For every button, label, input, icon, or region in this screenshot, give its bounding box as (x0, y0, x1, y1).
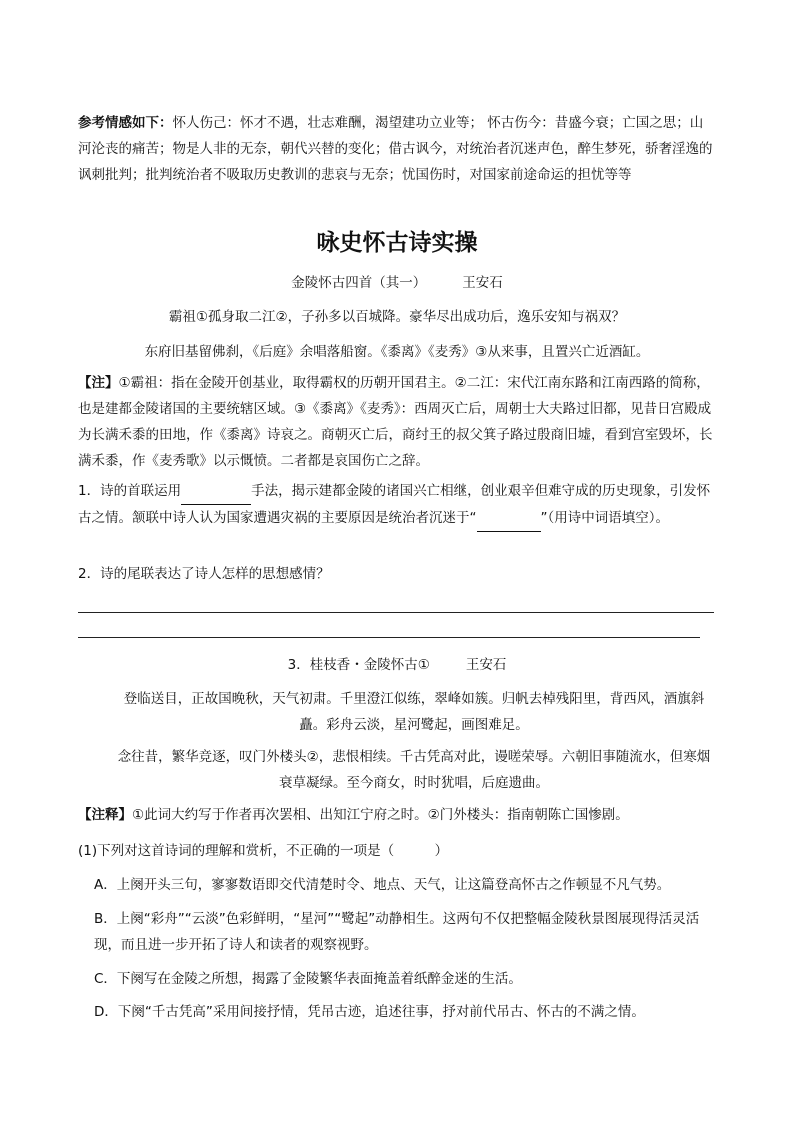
question-3-stem: (1)下列对这首诗词的理解和赏析，不正确的一项是（ ） (78, 843, 449, 859)
poem1-heading (78, 270, 716, 296)
poem1-author: 王安石 (462, 275, 503, 291)
reference-label: 参考情感如下： (78, 115, 173, 131)
option-d[interactable]: D．下阕“千古凭高”采用间接抒情，凭吊古迹，追述往事，抒对前代吊古、怀古的不满之情。 (94, 1004, 645, 1020)
option-b[interactable]: B．上阕“彩舟”“云淡”色彩鲜明，“星河”“鹭起”动静相生。这两句不仅把整幅金陵秋景图展现得活灵活现，而且进一步开拓了诗人和读者的观察视野。 (94, 911, 700, 953)
poem1-name: 金陵怀古四首（其一） (291, 275, 427, 291)
poem1-note-text: ①霸祖：指在金陵开创基业，取得霸权的历朝开国君主。②二江：宋代江南东路和江南西路的简称，也是建都金陵诸国的主要统辖区域。③《黍离》《麦秀》：西周灭亡后，周朝士大夫路过旧都，见昔日宫殿成为长满禾黍的田地，作《黍离》诗哀之。商朝灭亡后，商纣王的叔父箕子路过殷商旧墟，看到宫室毁坏，长满禾黍，作《麦秀歌》以示慨愤。二者都是哀国伤亡之辞。 (78, 375, 713, 469)
poem1-line2: 东府旧基留佛刹，《后庭》余唱落船窗。《黍离》《麦秀》③从来事，且置兴亡近酒缸。 (144, 344, 650, 360)
poem1-note-label: 【注】 (78, 375, 119, 391)
option-c[interactable]: C．下阕写在金陵之所想，揭露了金陵繁华表面掩盖着纸醉金迷的生活。 (94, 971, 522, 987)
poem2-stanza1: 登临送目，正故国晚秋，天气初肃。千里澄江似练，翠峰如簇。归帆去棹残阳里，背西风，酒旗斜矗。彩舟云淡，星河鹭起，画图难足。 (123, 691, 705, 733)
poem2-stanza2: 念往昔，繁华竞逐，叹门外楼头②，悲恨相续。千古凭高对此，谩嗟荣辱。六朝旧事随流水，但寒烟衰草凝绿。至今商女，时时犹唱，后庭遗曲。 (117, 749, 711, 791)
reference-emotions (78, 110, 716, 188)
answer-blank-1[interactable] (181, 478, 251, 505)
answer-blank-2[interactable] (477, 505, 541, 532)
poem2-heading (78, 652, 716, 678)
option-a[interactable]: A．上阕开头三句，寥寥数语即交代清楚时令、地点、天气，让这篇登高怀古之作顿显不凡气势。 (94, 877, 671, 893)
question-1 (78, 478, 716, 532)
page-title: 咏史怀古诗实操 (316, 229, 478, 256)
poem2-name: 3．桂枝香・金陵怀古① (287, 657, 430, 673)
poem2-author: 王安石 (465, 657, 507, 673)
answer-line-1[interactable] (78, 612, 714, 613)
poem2-note-text: ①此词大约写于作者再次罢相、出知江宁府之时。②门外楼头：指南朝陈亡国惨剧。 (132, 807, 629, 823)
answer-line-2[interactable] (78, 637, 700, 638)
question-2: 2．诗的尾联表达了诗人怎样的思想感情？ (78, 566, 330, 582)
question-1-part1: 1．诗的首联运用 (78, 483, 182, 499)
question-1-part3: ”（用诗中词语填空）。 (540, 510, 669, 526)
poem2-note-label: 【注释】 (78, 807, 132, 823)
reference-text: 怀人伤己：怀才不遇，壮志难酬，渴望建功立业等； 怀古伤今：昔盛今衰；亡国之思；山河沦丧的痛苦；物是人非的无奈，朝代兴替的变化；借古讽今，对统治者沉迷声色，醉生梦死，骄奢淫逸的讽刺批判；批判统治者不吸取历史教训的悲哀与无奈；忧国伤时，对国家前途命运的担忧等等 (78, 115, 713, 183)
question-1-part2: 手法，揭示建都金陵的诸国兴亡相继，创业艰辛但难守成的历史现象，引发怀古之情。颔联中诗人认为国家遭遇灾祸的主要原因是统治者沉迷于“ (78, 483, 711, 526)
poem2-note (78, 802, 716, 828)
poem1-line1: 霸祖①孤身取二江②，子孙多以百城降。豪华尽出成功后，逸乐安知与祸双？ (168, 309, 626, 325)
poem1-note (78, 370, 716, 474)
